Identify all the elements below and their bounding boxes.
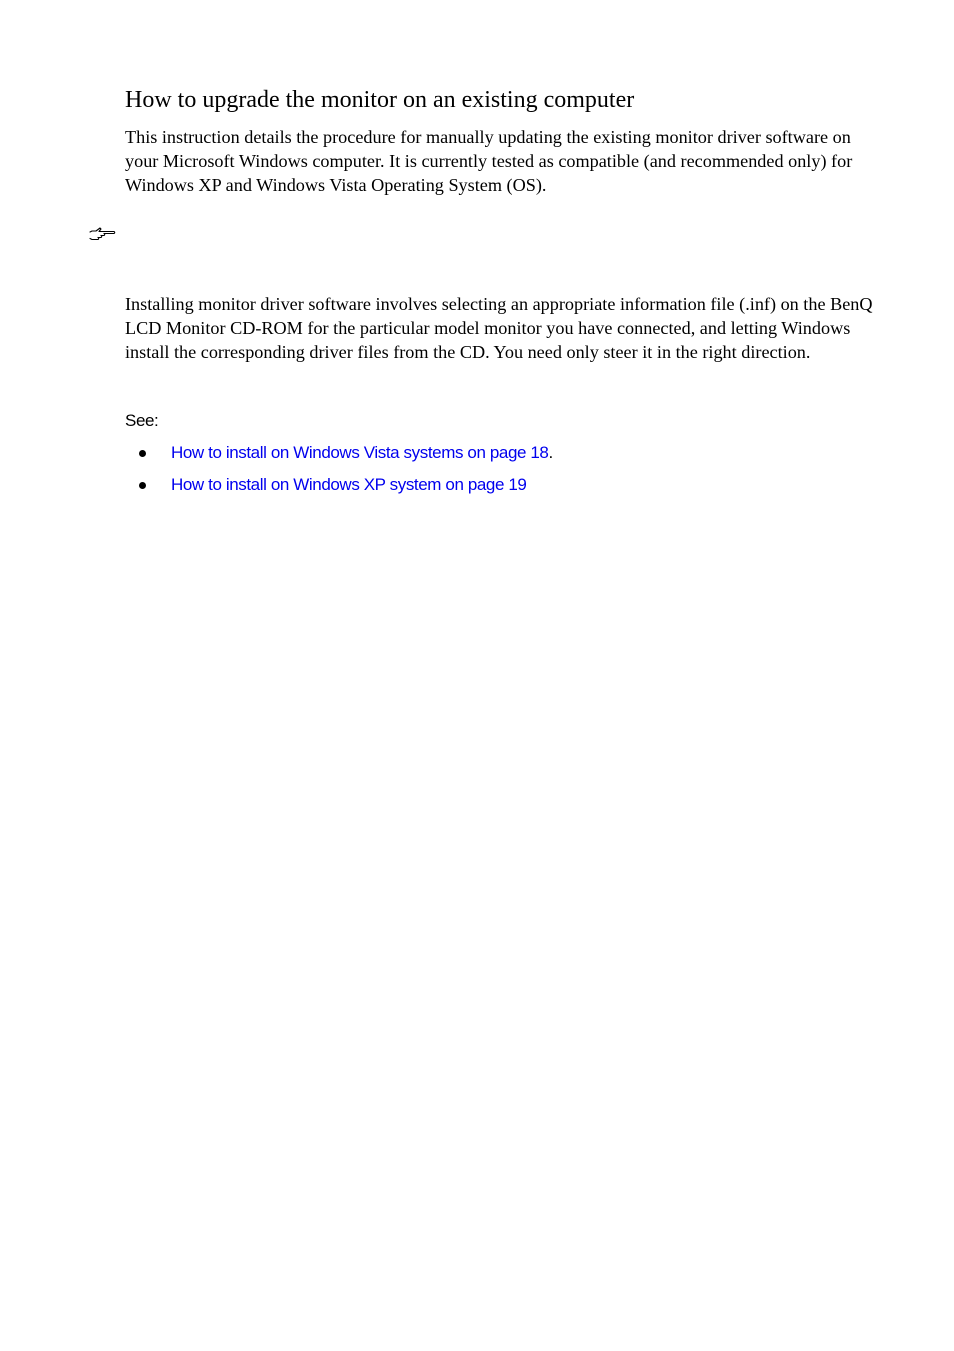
install-paragraph: Installing monitor driver software involves selecting an appropriate information file (.inf) on the BenQ LCD Monitor CD-ROM for the particular model monitor you have connected, and letting Windows install the corresponding driver files from the CD. You need only steer it in the right direction.	[125, 294, 873, 362]
bullet-icon	[139, 482, 146, 489]
intro-paragraph: This instruction details the procedure for manually updating the existing monitor driver software on your Microsoft Windows computer. It is currently tested as compatible (and recommended only) for Windows XP and Windows Vista Operating System (OS).	[125, 127, 853, 195]
xp-install-link[interactable]: How to install on Windows XP system on page 19	[171, 475, 527, 494]
see-list	[125, 441, 553, 505]
see-label: See:	[125, 411, 159, 430]
list-item	[125, 441, 553, 473]
vista-install-link[interactable]: How to install on Windows Vista systems on page 18	[171, 443, 549, 462]
list-item	[125, 473, 553, 505]
link-suffix: .	[548, 443, 553, 462]
bullet-icon	[139, 450, 146, 457]
page-title: How to upgrade the monitor on an existing computer	[125, 87, 635, 113]
pointing-hand-icon	[88, 225, 118, 243]
